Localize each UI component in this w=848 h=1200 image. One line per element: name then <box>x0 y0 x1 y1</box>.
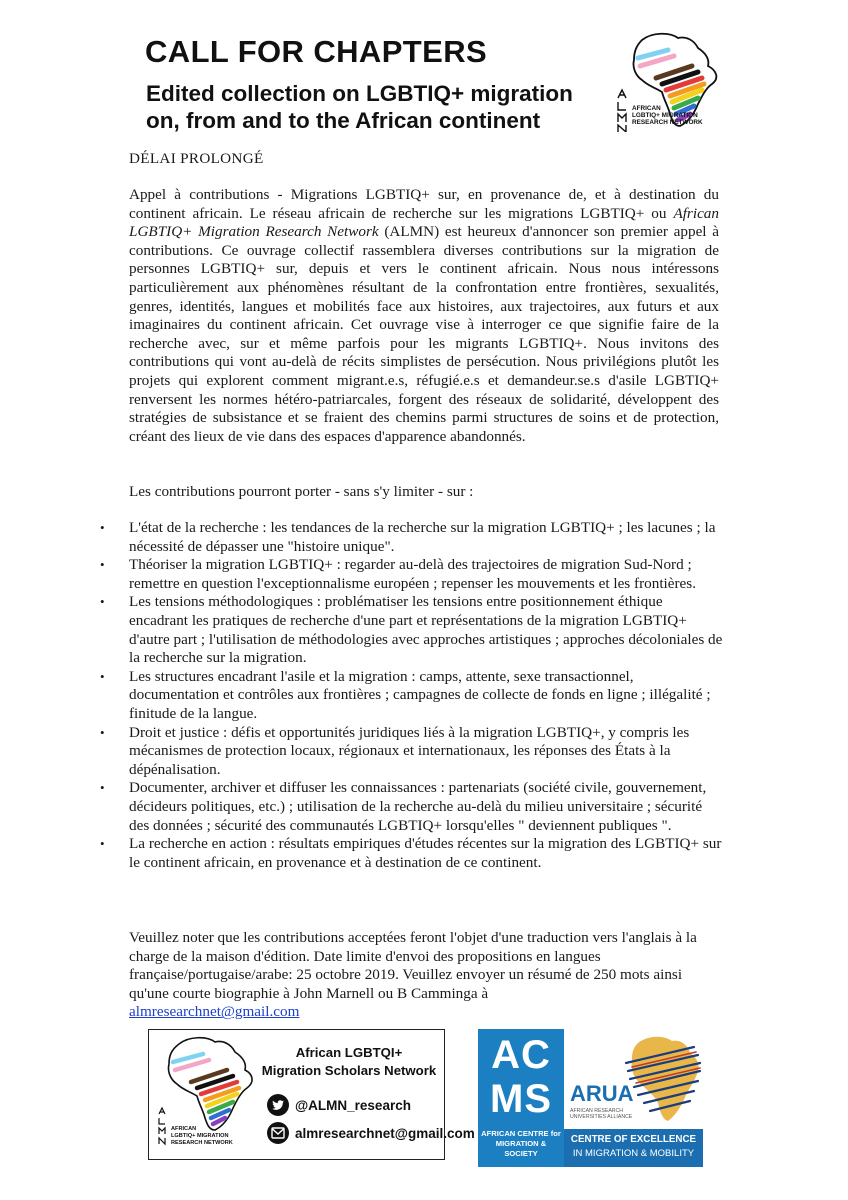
partner-logos <box>478 1029 703 1167</box>
logo-text-2: LGBTIQ+ MIGRATION <box>632 112 698 119</box>
list-item <box>98 556 724 593</box>
coe-text <box>568 1133 699 1161</box>
topic-text: Les structures encadrant l'asile et la migration : camps, attente, sexe transactionnel, documentation et contrôles aux frontières ; campagnes de collecte de fonds en ligne ; illégalité ; finitude de la langue. <box>129 667 711 722</box>
almn-logo-icon <box>612 28 724 132</box>
list-item <box>98 835 724 872</box>
topic-text: Documenter, archiver et diffuser les connaissances : partenariats (société civile, gouvernement, décideurs politiques, etc.) ; utilisation de la recherche au-delà du milieu universitaire ; sécurité des données ; sécurité des communautés LGBTIQ+ lorsqu'elles " deviennent publiques ". <box>129 779 707 834</box>
mini-logo-text-1: AFRICAN <box>171 1126 197 1132</box>
page-subtitle <box>146 80 573 134</box>
list-item <box>98 593 724 667</box>
acms-caption-line-2: MIGRATION & SOCIETY <box>495 1139 547 1158</box>
bullet-icon: • <box>100 520 105 535</box>
bullet-icon: • <box>100 780 105 796</box>
bullet-icon: • <box>100 557 105 573</box>
subtitle-line-1: Edited collection on LGBTIQ+ migration <box>146 81 573 106</box>
bullet-icon: • <box>100 724 105 740</box>
list-item <box>98 779 724 835</box>
bullet-icon: • <box>100 836 105 852</box>
arua-subtitle <box>570 1108 640 1120</box>
mini-logo-text-2: LGBTIQ+ MIGRATION <box>171 1133 229 1139</box>
acms-caption <box>480 1129 562 1159</box>
twitter-handle: @ALMN_research <box>295 1097 411 1113</box>
acms-word-top: AC <box>491 1033 551 1077</box>
topics-list <box>98 519 724 872</box>
topic-text: Droit et justice : défis et opportunités juridiques liés à la migration LGBTIQ+, y compris les mécanismes de protection locaux, régionaux et internationaux, les réponses des États à la dépénalisation. <box>129 723 690 778</box>
coe-banner <box>564 1129 703 1167</box>
arua-name: ARUA <box>570 1081 634 1106</box>
subtitle-line-2: on, from and to the African continent <box>146 108 541 133</box>
intro-part-2: (ALMN) est heureux d'annoncer son premier appel à contributions. Ce ouvrage collectif rassemblera diverses contributions sur la migration de personnes LGBTIQ+ sur, depuis et vers le continent africain. Nous nous intéressons particulièrement aux phénomènes résultant de la confrontation entre frontières, sexualités, genres, identités, langues et mobilités face aux histoires, aux trajectoires, aux futurs et aux imaginaires du continent africain. Cet ouvrage vise à interroger ce que signifie faire de la recherche avec, sur et même parfois pour les migrants LGBTIQ+. Nous invitons des contributions qui vont au-delà de récits simplistes de persécution. Nous privilégions plutôt les projets qui explorent comment migrant.e.s, réfugié.e.s et demandeur.se.s d'asile LGBTIQ+ renversent les normes hétéro-patriarcales, forgent des réseaux de solidarité, développent des stratégies de subsistance et se fraient des chemins parmi structures de soins et de protection, créant des lieux de vie dans des espaces d'apparence abandonnés. <box>129 223 719 445</box>
coe-line-2: IN MIGRATION & MOBILITY <box>572 1148 695 1159</box>
list-item <box>98 519 724 556</box>
acms-caption-line-1: AFRICAN CENTRE for <box>481 1129 561 1138</box>
email-link[interactable]: almresearchnet@gmail.com <box>129 1003 300 1021</box>
topics-lead: Les contributions pourront porter - sans s'y limiter - sur : <box>129 483 474 500</box>
intro-italic-network-name: African LGBTIQ+ Migration Research Network <box>129 204 719 241</box>
list-item <box>98 724 724 780</box>
contact-email: almresearchnet@gmail.com <box>295 1125 475 1141</box>
acms-word-bottom: MS <box>490 1077 552 1121</box>
arua-sub-line-1: AFRICAN RESEARCH <box>570 1108 624 1114</box>
almn-mini-logo-icon <box>155 1034 255 1154</box>
email-icon <box>267 1122 289 1144</box>
intro-part-1: Appel à contributions - Migrations LGBTIQ+ sur, en provenance de, et à destination du continent africain. Le réseau africain de recherche sur les migrations LGBTIQ+ ou <box>129 186 719 222</box>
mini-logo-text-3: RESEARCH NETWORK <box>171 1140 233 1146</box>
bullet-icon: • <box>100 668 105 684</box>
topic-text: La recherche en action : résultats empiriques d'études récentes sur la migration des LGBTIQ+ sur le continent africain, en provenance et à destination de ce continent. <box>129 835 722 871</box>
topic-text: L'état de la recherche : les tendances de la recherche sur la migration LGBTIQ+ ; les lacunes ; la nécessité de dépasser une "histoire unique". <box>129 519 716 555</box>
logo-text-3: RESEARCH NETWORK <box>632 119 703 126</box>
status-label: DÉLAI PROLONGÉ <box>129 150 264 167</box>
notice-text: Veuillez noter que les contributions acceptées feront l'objet d'une traduction vers l'anglais à la charge de la maison d'édition. Date limite d'envoi des propositions en langues française/portugaise/arabe: 25 octobre 2019. Veuillez envoyer un résumé de 250 mots ainsi qu'une courte biographie à John Marnell ou B Camminga à <box>129 929 697 1002</box>
coe-line-1: CENTRE OF EXCELLENCE <box>570 1134 697 1145</box>
network-card <box>148 1029 475 1160</box>
network-title <box>259 1044 439 1080</box>
arua-sub-line-2: UNIVERSITIES ALLIANCE <box>570 1114 633 1120</box>
topic-text: Les tensions méthodologiques : problématiser les tensions entre positionnement éthique encadrant les pratiques de recherche d'une part et représentations de la migration LGBTIQ+ d'autre part ; l'utilisation de méthodologies avec approches artistiques ; approches décoloniales de la recherche sur la migration. <box>129 593 723 667</box>
topic-text: Théoriser la migration LGBTIQ+ : regarder au-delà des trajectoires de migration Sud-Nord ; remettre en question l'exceptionnalisme européen ; repenser les mouvements et les frontières. <box>129 556 697 592</box>
network-title-line-2: Migration Scholars Network <box>261 1063 437 1078</box>
logo-text-1: AFRICAN <box>632 105 661 112</box>
twitter-icon <box>267 1094 289 1116</box>
list-item <box>98 668 724 724</box>
page-title: CALL FOR CHAPTERS <box>145 34 488 69</box>
twitter-contact[interactable] <box>267 1094 411 1116</box>
submission-notice <box>129 929 719 1022</box>
bullet-icon: • <box>100 594 105 610</box>
intro-paragraph <box>129 186 719 446</box>
network-title-line-1: African LGBTQI+ <box>295 1045 403 1060</box>
arua-logo <box>564 1029 703 1167</box>
acms-logo <box>478 1029 564 1167</box>
email-contact[interactable] <box>267 1122 475 1144</box>
